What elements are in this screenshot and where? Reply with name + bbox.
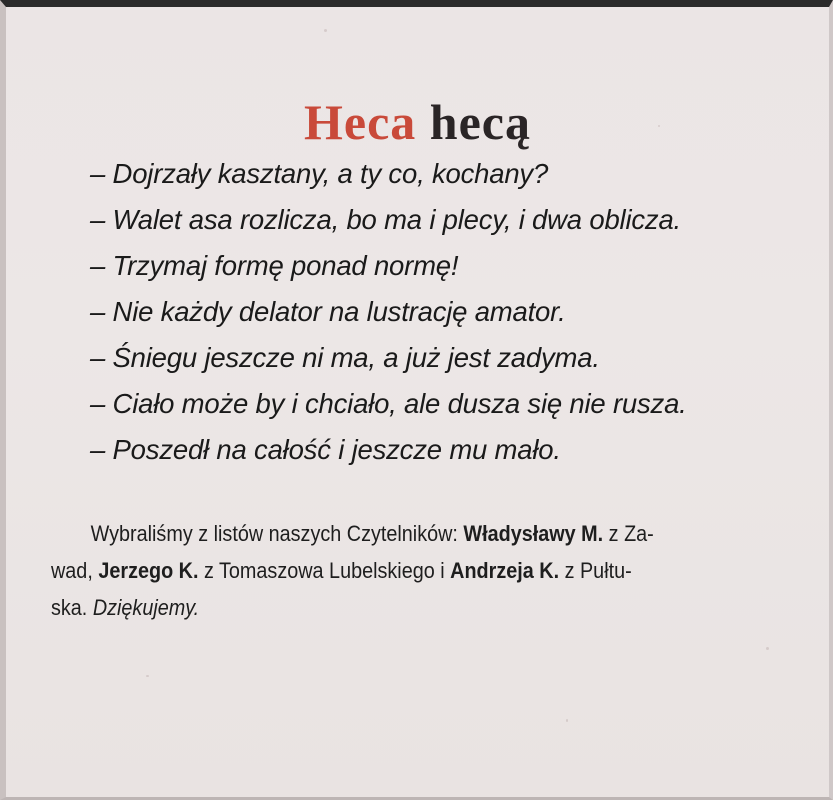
saying-item: – Ciało może by i chciało, ale dusza się nie rusza. [90,388,687,419]
saying-item: – Poszedł na całość i jeszcze mu mało. [90,434,561,465]
saying-item: – Dojrzały kasztany, a ty co, kochany? [90,158,549,189]
paper-speck [566,719,568,722]
note-text: z Za- [603,521,654,546]
saying-item: – Walet asa rozlicza, bo ma i plecy, i dwa oblicza. [90,204,681,235]
page-title [6,93,829,150]
note-text: Wybraliśmy z listów naszych Czytelników: [90,521,464,546]
note-text: ska. [51,595,93,620]
reader-name: Jerzego K. [98,558,199,583]
title-part-heca-accusative: hecą [429,93,531,150]
note-line [51,589,722,626]
reader-name: Władysławy M. [463,521,604,546]
note-text: wad, [51,558,99,583]
paper-speck [766,647,769,650]
note-line [51,515,722,552]
thanks-text: Dziękujemy. [92,595,200,620]
saying-item: – Nie każdy delator na lustrację amator. [90,296,566,327]
saying-item: – Trzymaj formę ponad normę! [90,250,459,281]
note-text: z Tomaszowa Lubelskiego i [198,558,451,583]
paper-speck [146,675,149,677]
acknowledgement-note [51,515,722,626]
paper-speck [324,29,327,32]
paper-speck [658,125,660,127]
sayings-list [90,151,687,473]
reader-name: Andrzeja K. [450,558,560,583]
title-part-heca: Heca [304,93,417,150]
note-text: z Pułtu- [559,558,632,583]
note-line [51,552,722,589]
saying-item: – Śniegu jeszcze ni ma, a już jest zadyma. [90,342,600,373]
